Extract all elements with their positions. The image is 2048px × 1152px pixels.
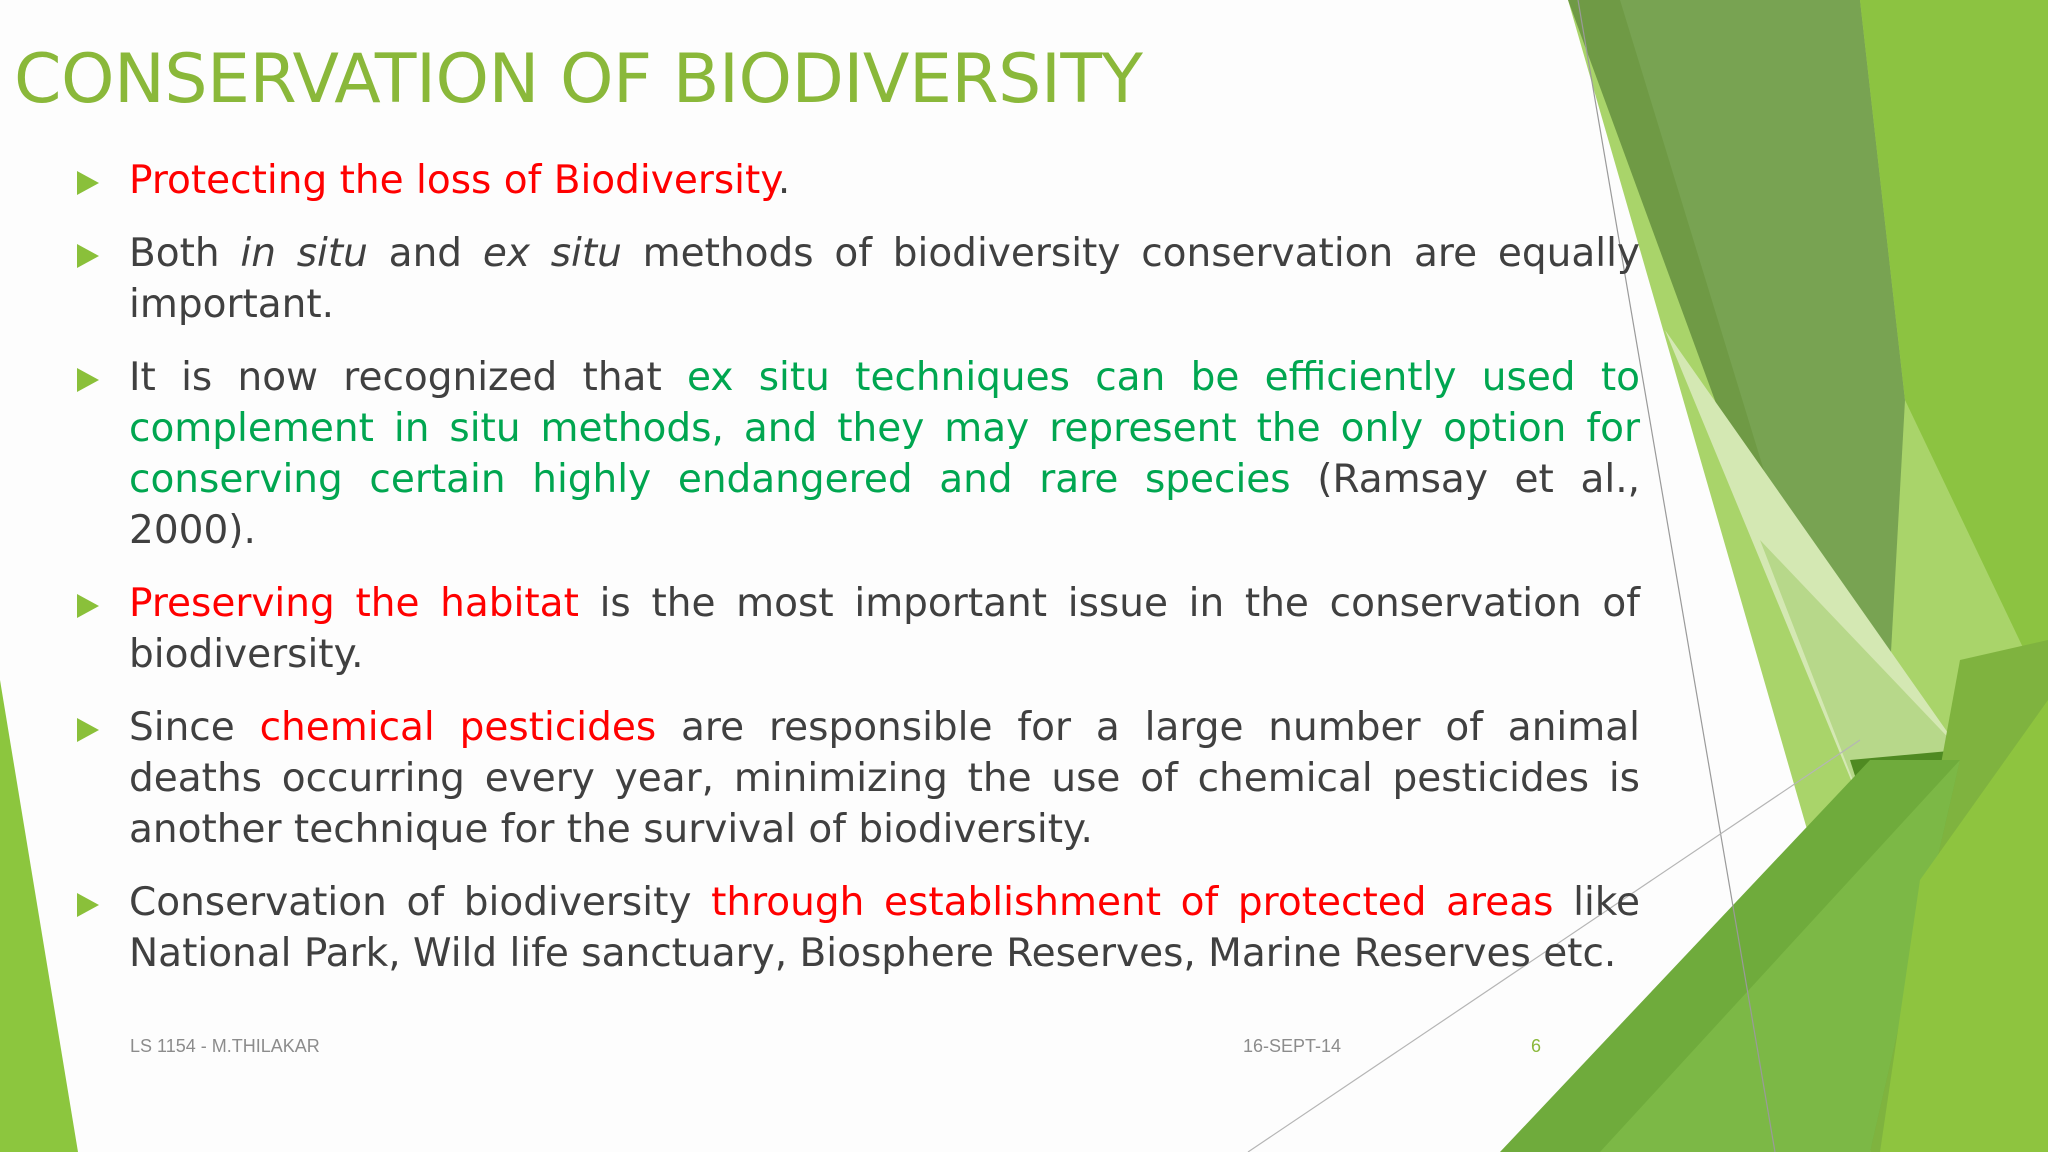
- slide-number: 6: [1531, 1036, 1542, 1056]
- bullet-text-segment: like National Park, Wild life sanctuary, Biosphere Reserves, Marine Reserves etc.: [129, 880, 1640, 976]
- bullet-item: [70, 877, 1640, 979]
- bullet-item: [70, 578, 1640, 680]
- bullet-arrow-icon: [77, 368, 99, 392]
- bullet-text-segment: Protecting the loss of Biodiversity: [129, 158, 778, 203]
- bullet-text-segment: ex situ techniques can be efficiently used to complement in situ methods, and they may represent the only option for conserving certain highly endangered and rare species: [129, 355, 1640, 502]
- footer-course: LS 1154 - M.THILAKAR: [130, 1036, 320, 1056]
- bullet-item: [70, 352, 1640, 556]
- bullet-text-segment: methods of biodiversity conservation are equally important.: [129, 231, 1640, 327]
- bullet-arrow-icon: [77, 893, 99, 917]
- bullet-text-segment: Conservation of biodiversity: [129, 880, 712, 925]
- bullet-item: [70, 702, 1640, 855]
- bullet-item: [70, 155, 1640, 206]
- bullet-text-segment: .: [777, 158, 791, 203]
- bullet-text-segment: and: [367, 231, 483, 276]
- bullet-arrow-icon: [77, 171, 99, 195]
- bullet-arrow-icon: [77, 594, 99, 618]
- bullet-text-segment: Preserving the habitat: [129, 581, 579, 626]
- bullet-text-segment: It is now recognized that: [129, 355, 688, 400]
- bullet-text-segment: in situ: [240, 231, 368, 276]
- bullet-arrow-icon: [77, 244, 99, 268]
- bullet-list: [70, 155, 1640, 1001]
- bullet-text-segment: chemical pesticides: [259, 705, 657, 750]
- bullet-text-segment: through establishment of protected areas: [711, 880, 1554, 925]
- bullet-text-segment: Since: [129, 705, 260, 750]
- bullet-item: [70, 228, 1640, 330]
- bullet-text-segment: are responsible for a large number of animal deaths occurring every year, minimizing the use of chemical pesticides is another technique for the survival of biodiversity.: [129, 705, 1640, 852]
- bullet-text-segment: Both: [129, 231, 241, 276]
- bullet-text-segment: (Ramsay et al., 2000).: [129, 457, 1640, 553]
- footer-date: 16-SEPT-14: [1243, 1036, 1342, 1056]
- bullet-text-segment: is the most important issue in the conservation of biodiversity.: [129, 581, 1640, 677]
- slide-title: CONSERVATION OF BIODIVERSITY: [14, 40, 1143, 119]
- bullet-text-segment: ex situ: [482, 231, 622, 276]
- bullet-arrow-icon: [77, 718, 99, 742]
